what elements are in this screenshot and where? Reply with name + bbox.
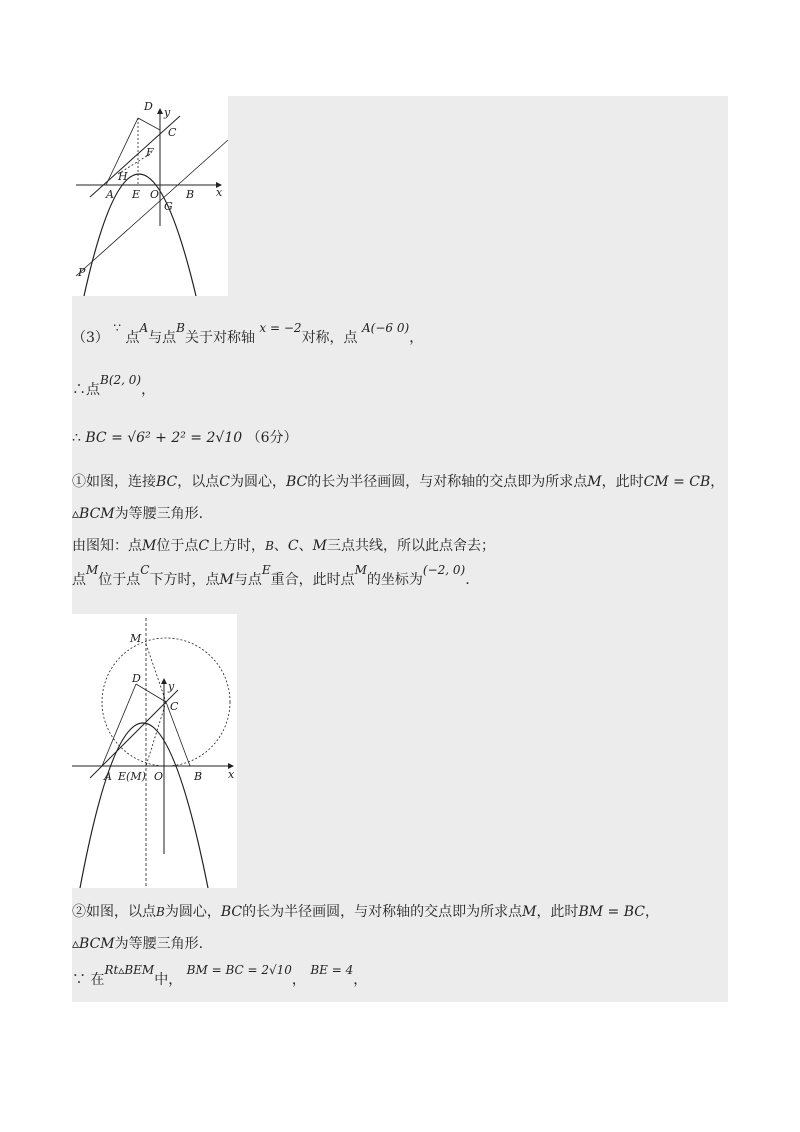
- figure-2-svg: [72, 614, 237, 888]
- text: 点: [125, 330, 140, 346]
- text: 与点: [233, 572, 262, 588]
- text: 点: [72, 572, 86, 588]
- label-a: A: [106, 188, 114, 201]
- because-symbol: ∵: [113, 321, 122, 335]
- point-c: C: [198, 538, 210, 554]
- triangle-bcm: ▵BCM: [72, 506, 115, 522]
- case1-accept-line: [72, 563, 470, 590]
- line-b-coord: [72, 373, 156, 400]
- case2-rt-line: [72, 963, 368, 990]
- case2-isosceles: [72, 934, 203, 954]
- be-value: BE = 4: [310, 963, 354, 977]
- label-p: P: [78, 266, 86, 279]
- figure-parabola-2: [72, 614, 237, 888]
- case2-line: [72, 902, 659, 922]
- line-ac: [90, 690, 178, 778]
- point-c: C: [219, 474, 230, 490]
- point-b: B: [156, 905, 165, 919]
- label-c: C: [170, 700, 179, 713]
- point-m: M: [587, 474, 602, 490]
- point-b-coord: B(2, 0): [100, 373, 142, 387]
- point-m: M: [522, 904, 537, 920]
- y-axis-arrow: [161, 678, 167, 684]
- case1-isosceles: [72, 504, 203, 524]
- segment-dc: [136, 684, 166, 702]
- axis-equation: x = −2: [259, 321, 302, 335]
- therefore-symbol: ∴: [72, 382, 86, 398]
- point-m: M: [219, 572, 234, 588]
- text: 的长为半径画圆，与对称轴的交点即为所求点: [307, 474, 588, 490]
- parabola-curve: [80, 723, 208, 888]
- point-m: M: [86, 563, 99, 577]
- part3-line: [72, 321, 424, 348]
- text: 与点: [148, 330, 177, 346]
- text: ②如图，以点: [72, 904, 156, 920]
- label-h: H: [118, 170, 128, 183]
- text: 、: [273, 538, 288, 554]
- label-b: B: [194, 770, 203, 783]
- point-m: M: [142, 538, 157, 554]
- text: ，: [644, 904, 659, 920]
- label-o: O: [154, 770, 164, 783]
- text: 由图知：点: [72, 538, 142, 554]
- label-d: D: [132, 672, 141, 685]
- text: ，: [353, 972, 368, 988]
- label-y: y: [164, 106, 171, 119]
- text: 为圆心，: [229, 474, 286, 490]
- case1-reject-line: [72, 536, 495, 556]
- text: ，: [291, 972, 306, 988]
- point-e: E: [261, 563, 271, 577]
- label-e: E(M): [118, 770, 146, 783]
- label-e: E: [132, 188, 141, 201]
- segment-dc: [138, 118, 160, 130]
- seg-bc: BC: [156, 474, 178, 490]
- point-b: B: [176, 321, 185, 335]
- point-a-coord: A(−6 0): [362, 321, 410, 335]
- text: 关于对称轴: [184, 330, 255, 346]
- label-b: B: [186, 188, 195, 201]
- label-y: y: [168, 680, 175, 693]
- label-m: M: [130, 632, 142, 645]
- point-m: M: [354, 563, 367, 577]
- label-a: A: [104, 770, 112, 783]
- text: ，: [141, 382, 156, 398]
- bm-equals-bc: BM = BC: [578, 904, 645, 920]
- text: 三点共线，所以此点舍去；: [326, 538, 495, 554]
- solution-panel: [72, 96, 728, 1002]
- because-symbol: ∵: [72, 972, 86, 988]
- point-c: C: [287, 538, 299, 554]
- text: ，: [409, 330, 424, 346]
- cm-equals-cb: CM = CB: [643, 474, 711, 490]
- label-f: F: [146, 146, 154, 159]
- score: （6分）: [246, 430, 298, 446]
- text: 对称，点: [301, 330, 358, 346]
- text: ，此时: [601, 474, 644, 490]
- text: 的坐标为: [366, 572, 423, 588]
- text: ，: [710, 474, 725, 490]
- label-d: D: [144, 100, 153, 113]
- point-b: B: [265, 539, 274, 553]
- rt-triangle-bem: Rt▵BEM: [104, 963, 155, 977]
- bc-equation: BC = √6² + 2² = 2√10: [85, 430, 243, 446]
- figure-1-svg: [72, 96, 228, 296]
- part-number: （3）: [72, 330, 109, 346]
- text: 为圆心，: [164, 904, 221, 920]
- m-coordinate: (−2, 0): [422, 563, 466, 577]
- text: ，以点: [177, 474, 220, 490]
- figure-parabola-1: [72, 96, 228, 296]
- text: 位于点: [98, 572, 141, 588]
- text: 重合，此时点: [270, 572, 355, 588]
- bm-bc-value: BM = BC = 2√10: [186, 963, 292, 977]
- text: ，此时: [536, 904, 579, 920]
- case1-line: [72, 472, 724, 492]
- label-g: G: [164, 200, 173, 213]
- text: 的长为半径画圆，与对称轴的交点即为所求点: [242, 904, 523, 920]
- label-x: x: [216, 186, 223, 199]
- label-o: O: [150, 188, 160, 201]
- text: .: [465, 572, 470, 588]
- text: 为等腰三角形.: [114, 936, 204, 952]
- text: 位于点: [156, 538, 199, 554]
- text: 上方时，: [209, 538, 266, 554]
- label-c: C: [168, 126, 177, 139]
- text: 、: [298, 538, 313, 554]
- label-x: x: [228, 768, 235, 781]
- seg-bc: BC: [285, 474, 308, 490]
- segment-ad: [102, 684, 136, 766]
- point-a: A: [139, 321, 149, 335]
- text: 在: [90, 972, 105, 988]
- text: 中，: [154, 972, 183, 988]
- text: 为等腰三角形.: [114, 506, 204, 522]
- segment-mc: [146, 644, 166, 702]
- text: 点: [86, 382, 100, 398]
- text: 下方时，点: [149, 572, 220, 588]
- seg-bc: BC: [220, 904, 243, 920]
- therefore-symbol: ∴: [72, 430, 81, 446]
- text: ①如图，连接: [72, 474, 156, 490]
- line-pg: [76, 140, 228, 276]
- y-axis-arrow: [157, 108, 163, 114]
- triangle-bcm: ▵BCM: [72, 936, 115, 952]
- point-c: C: [140, 563, 150, 577]
- line-bc-length: [72, 428, 298, 448]
- point-m: M: [312, 538, 327, 554]
